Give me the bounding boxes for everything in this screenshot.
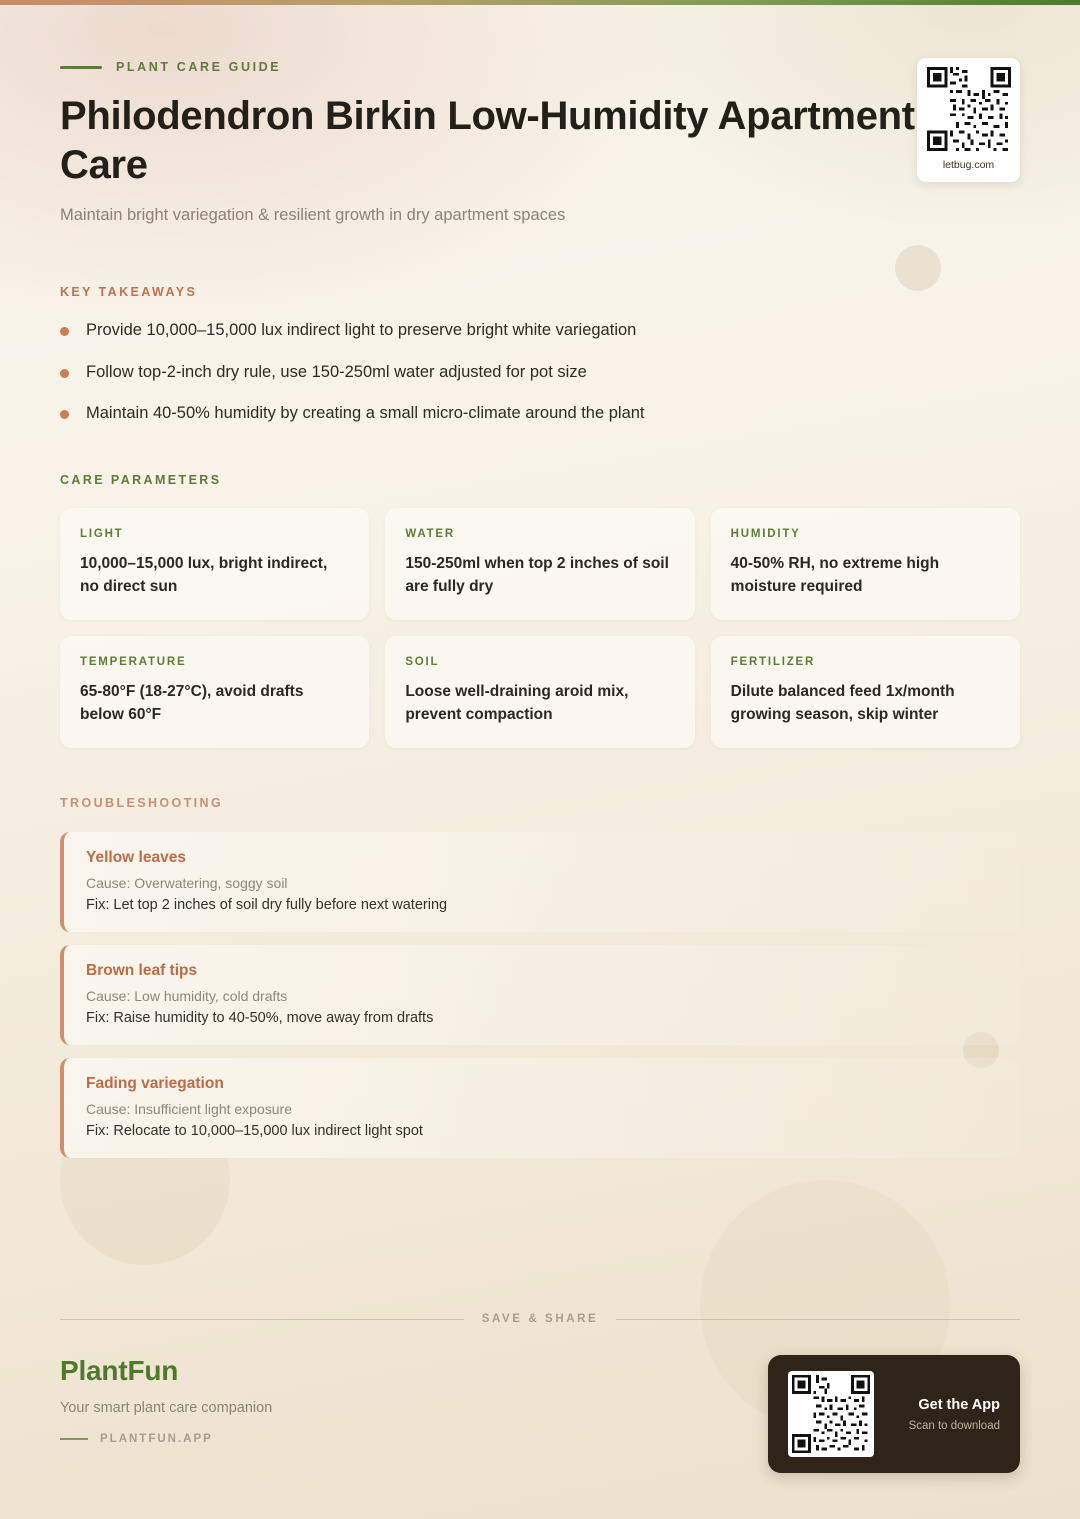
eyebrow-row	[60, 0, 1020, 74]
page-subtitle: Maintain bright variegation & resilient growth in dry apartment spaces	[60, 205, 566, 224]
issue-cause: Cause: Overwatering, soggy soil	[86, 875, 288, 892]
care-key: WATER	[405, 528, 455, 541]
issue-title: Yellow leaves	[86, 849, 186, 867]
qr-url-label: letbug.com	[942, 159, 995, 171]
care-card-temperature	[60, 636, 369, 748]
care-value: Dilute balanced feed 1x/month growing season, skip winter	[730, 683, 955, 723]
section-label-takeaways: KEY TAKEAWAYS	[60, 284, 198, 299]
care-parameters-grid	[60, 508, 1020, 748]
issue-fix: Fix: Relocate to 10,000–15,000 lux indirect light spot	[86, 1123, 423, 1140]
care-key: SOIL	[405, 656, 440, 669]
brand-block	[60, 1355, 768, 1445]
care-card-soil	[385, 636, 694, 748]
troubleshooting-card-brown-leaf-tips	[60, 945, 1020, 1045]
issue-title: Fading variegation	[86, 1075, 224, 1093]
takeaway-text: Provide 10,000–15,000 lux indirect light to preserve bright white variegation	[86, 320, 637, 339]
takeaway-text: Maintain 40-50% humidity by creating a small micro-climate around the plant	[86, 404, 645, 423]
footer	[60, 1355, 1020, 1473]
care-key: FERTILIZER	[730, 656, 816, 669]
issue-fix: Fix: Raise humidity to 40-50%, move away from drafts	[86, 1010, 434, 1027]
get-the-app-cta[interactable]	[768, 1355, 1020, 1473]
url-dash	[60, 1438, 88, 1440]
care-value: 10,000–15,000 lux, bright indirect, no direct sun	[80, 555, 328, 595]
care-card-humidity	[711, 508, 1020, 620]
care-key: HUMIDITY	[730, 528, 801, 541]
list-item	[60, 402, 1020, 426]
issue-cause: Cause: Insufficient light exposure	[86, 1101, 292, 1118]
brand-tagline: Your smart plant care companion	[60, 1400, 273, 1416]
issue-title: Brown leaf tips	[86, 962, 198, 980]
divider-line	[616, 1319, 1020, 1320]
save-and-share-divider	[60, 1313, 1020, 1325]
cta-text-block	[890, 1397, 1000, 1432]
save-share-label: SAVE & SHARE	[481, 1313, 599, 1325]
bullet-dot-icon	[60, 410, 69, 419]
bullet-dot-icon	[60, 369, 69, 378]
takeaway-text: Follow top-2-inch dry rule, use 150-250ml water adjusted for pot size	[86, 362, 587, 381]
care-value: 40-50% RH, no extreme high moisture required	[730, 555, 940, 595]
issue-cause: Cause: Low humidity, cold drafts	[86, 988, 288, 1005]
care-value: Loose well-draining aroid mix, prevent compaction	[405, 683, 629, 723]
section-label-troubleshooting: TROUBLESHOOTING	[60, 796, 224, 811]
care-card-light	[60, 508, 369, 620]
care-value: 65-80°F (18-27°C), avoid drafts below 60°F	[80, 683, 304, 723]
issue-fix: Fix: Let top 2 inches of soil dry fully before next watering	[86, 897, 448, 914]
app-qr-code-icon	[788, 1371, 874, 1457]
brand-url-row[interactable]	[60, 1433, 768, 1445]
troubleshooting-card-fading-variegation	[60, 1058, 1020, 1158]
cta-subtitle: Scan to download	[908, 1419, 1000, 1432]
divider-line	[60, 1319, 464, 1320]
section-label-care-parameters: CARE PARAMETERS	[60, 473, 222, 488]
list-item	[60, 319, 1020, 343]
eyebrow-label: PLANT CARE GUIDE	[116, 60, 282, 74]
troubleshooting-list	[60, 832, 1020, 1158]
brand-url: PLANTFUN.APP	[100, 1433, 213, 1445]
care-card-water	[385, 508, 694, 620]
eyebrow-dash	[60, 66, 102, 69]
list-item	[60, 361, 1020, 385]
takeaways-list	[60, 319, 1020, 427]
cta-title: Get the App	[918, 1396, 1000, 1413]
bullet-dot-icon	[60, 327, 69, 336]
care-value: 150-250ml when top 2 inches of soil are fully dry	[405, 555, 669, 595]
care-card-fertilizer	[711, 636, 1020, 748]
troubleshooting-card-yellow-leaves	[60, 832, 1020, 932]
page-title: Philodendron Birkin Low-Humidity Apartment Care	[60, 94, 915, 187]
brand-name: PlantFun	[60, 1355, 179, 1386]
care-key: TEMPERATURE	[80, 656, 187, 669]
care-key: LIGHT	[80, 528, 124, 541]
